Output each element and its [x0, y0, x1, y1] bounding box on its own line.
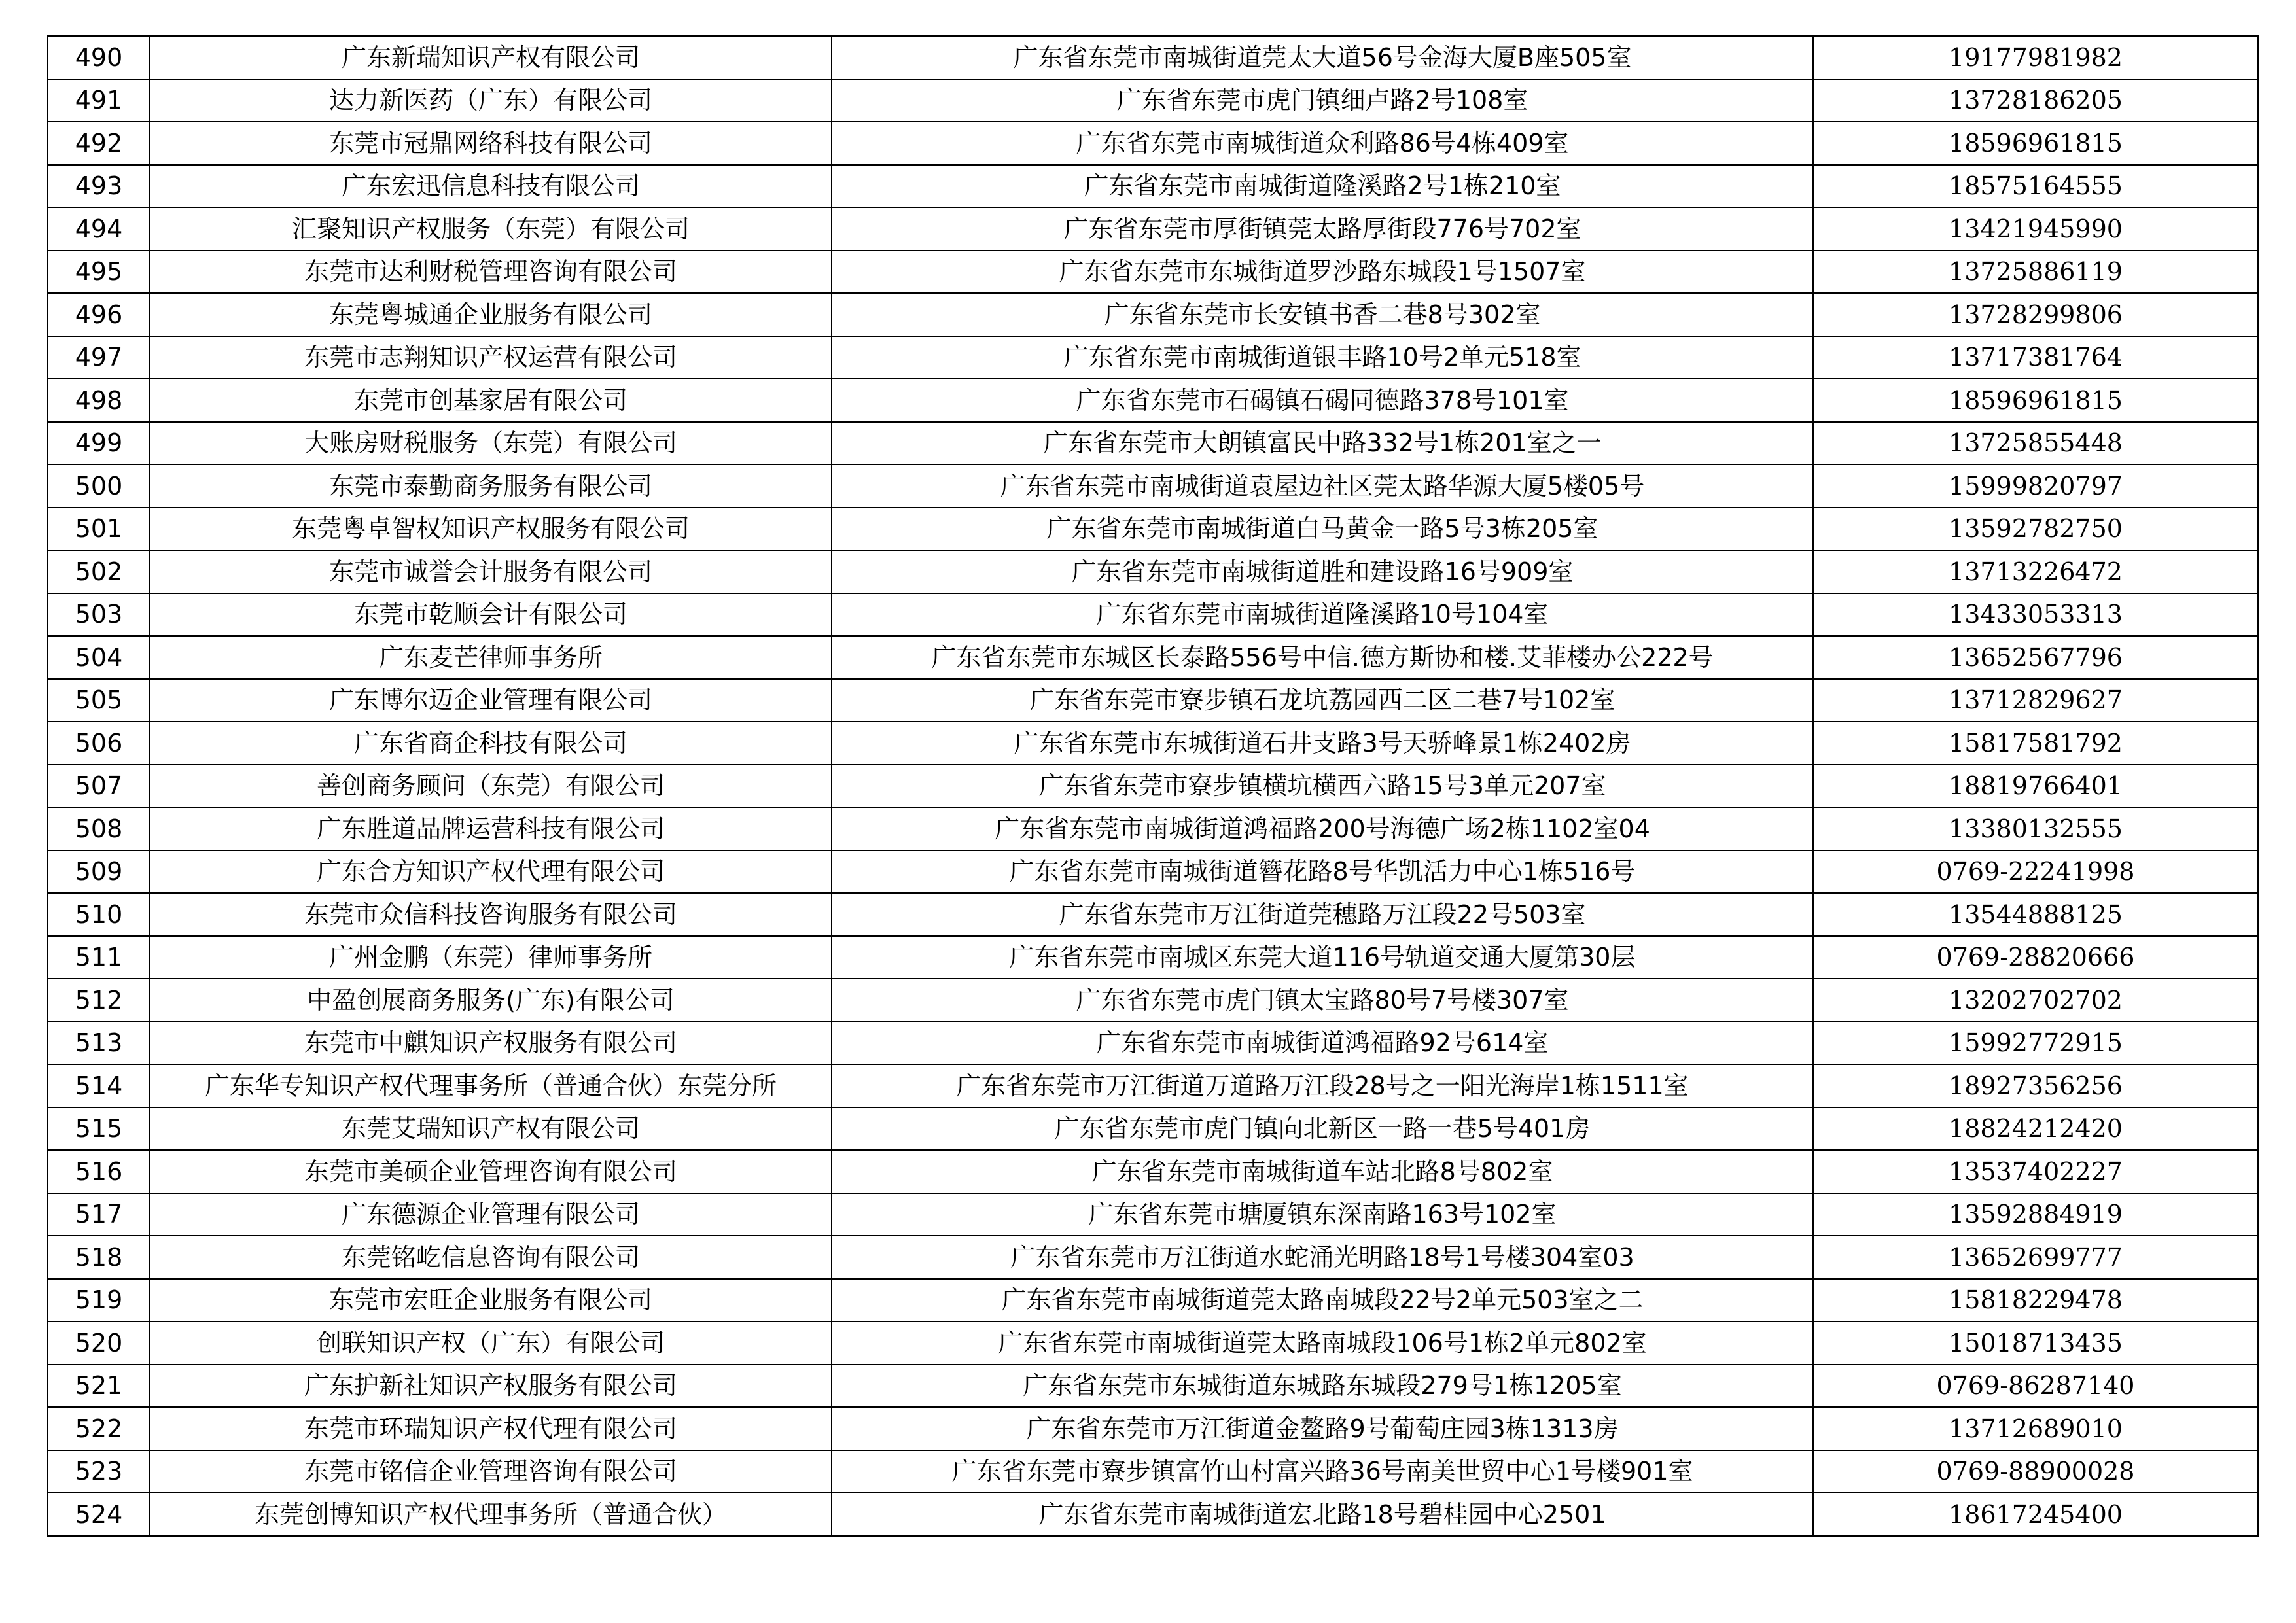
row-number: 507: [48, 765, 150, 808]
company-address: 广东省东莞市南城街道众利路86号4栋409室: [832, 122, 1813, 165]
contact-phone: 13592782750: [1813, 508, 2258, 551]
company-address: 广东省东莞市南城街道胜和建设路16号909室: [832, 550, 1813, 593]
table-row: [48, 508, 2258, 551]
table-row: [48, 464, 2258, 508]
contact-phone: 19177981982: [1813, 36, 2258, 79]
company-address: 广东省东莞市寮步镇富竹山村富兴路36号南美世贸中心1号楼901室: [832, 1450, 1813, 1493]
row-number: 501: [48, 508, 150, 551]
row-number: 518: [48, 1236, 150, 1279]
row-number: 513: [48, 1022, 150, 1065]
contact-phone: 13725855448: [1813, 422, 2258, 465]
company-address: 广东省东莞市南城街道车站北路8号802室: [832, 1150, 1813, 1193]
row-number: 510: [48, 893, 150, 936]
company-address: 广东省东莞市南城街道莞太大道56号金海大厦B座505室: [832, 36, 1813, 79]
company-address: 广东省东莞市南城街道隆溪路10号104室: [832, 593, 1813, 637]
contact-phone: 13202702702: [1813, 979, 2258, 1022]
company-name: 东莞市中麒知识产权服务有限公司: [150, 1022, 832, 1065]
company-address: 广东省东莞市虎门镇向北新区一路一巷5号401房: [832, 1108, 1813, 1151]
contact-phone: 13380132555: [1813, 807, 2258, 850]
company-name: 大账房财税服务（东莞）有限公司: [150, 422, 832, 465]
company-name: 东莞市达利财税管理咨询有限公司: [150, 251, 832, 294]
row-number: 496: [48, 293, 150, 336]
row-number: 497: [48, 336, 150, 379]
company-name: 东莞市众信科技咨询服务有限公司: [150, 893, 832, 936]
company-name: 善创商务顾问（东莞）有限公司: [150, 765, 832, 808]
row-number: 506: [48, 722, 150, 765]
company-address: 广东省东莞市塘厦镇东深南路163号102室: [832, 1193, 1813, 1236]
company-address: 广东省东莞市石碣镇石碣同德路378号101室: [832, 379, 1813, 422]
table-row: [48, 1450, 2258, 1493]
company-address: 广东省东莞市南城街道鸿福路92号614室: [832, 1022, 1813, 1065]
contact-phone: 0769-88900028: [1813, 1450, 2258, 1493]
contact-phone: 13713226472: [1813, 550, 2258, 593]
company-address: 广东省东莞市寮步镇横坑横西六路15号3单元207室: [832, 765, 1813, 808]
row-number: 505: [48, 679, 150, 722]
row-number: 519: [48, 1279, 150, 1322]
company-name: 广州金鹏（东莞）律师事务所: [150, 936, 832, 979]
company-address: 广东省东莞市南城街道白马黄金一路5号3栋205室: [832, 508, 1813, 551]
company-name: 汇聚知识产权服务（东莞）有限公司: [150, 207, 832, 251]
table-row: [48, 636, 2258, 679]
table-row: [48, 550, 2258, 593]
row-number: 521: [48, 1365, 150, 1408]
company-address: 广东省东莞市南城街道袁屋边社区莞太路华源大厦5楼05号: [832, 464, 1813, 508]
company-name: 广东德源企业管理有限公司: [150, 1193, 832, 1236]
contact-phone: 18596961815: [1813, 379, 2258, 422]
company-address: 广东省东莞市虎门镇细卢路2号108室: [832, 79, 1813, 122]
company-name: 广东胜道品牌运营科技有限公司: [150, 807, 832, 850]
contact-phone: 0769-28820666: [1813, 936, 2258, 979]
company-address: 广东省东莞市东城街道东城路东城段279号1栋1205室: [832, 1365, 1813, 1408]
row-number: 509: [48, 850, 150, 894]
company-name: 广东麦芒律师事务所: [150, 636, 832, 679]
company-name: 广东合方知识产权代理有限公司: [150, 850, 832, 894]
row-number: 491: [48, 79, 150, 122]
company-name: 东莞市乾顺会计有限公司: [150, 593, 832, 637]
row-number: 503: [48, 593, 150, 637]
row-number: 495: [48, 251, 150, 294]
row-number: 516: [48, 1150, 150, 1193]
contact-phone: 18824212420: [1813, 1108, 2258, 1151]
row-number: 517: [48, 1193, 150, 1236]
company-address: 广东省东莞市万江街道水蛇涌光明路18号1号楼304室03: [832, 1236, 1813, 1279]
contact-phone: 13433053313: [1813, 593, 2258, 637]
company-address: 广东省东莞市南城街道宏北路18号碧桂园中心2501: [832, 1493, 1813, 1536]
table-body: [48, 36, 2258, 1536]
table-row: [48, 807, 2258, 850]
table-row: [48, 1407, 2258, 1450]
contact-phone: 0769-86287140: [1813, 1365, 2258, 1408]
row-number: 498: [48, 379, 150, 422]
contact-phone: 13652699777: [1813, 1236, 2258, 1279]
row-number: 504: [48, 636, 150, 679]
table-row: [48, 593, 2258, 637]
company-name: 东莞市环瑞知识产权代理有限公司: [150, 1407, 832, 1450]
table-row: [48, 936, 2258, 979]
company-address: 广东省东莞市寮步镇石龙坑荔园西二区二巷7号102室: [832, 679, 1813, 722]
contact-phone: 15817581792: [1813, 722, 2258, 765]
company-name: 东莞粤城通企业服务有限公司: [150, 293, 832, 336]
table-row: [48, 1236, 2258, 1279]
company-name: 东莞市美硕企业管理咨询有限公司: [150, 1150, 832, 1193]
table-row: [48, 293, 2258, 336]
company-name: 中盈创展商务服务(广东)有限公司: [150, 979, 832, 1022]
table-row: [48, 979, 2258, 1022]
table-row: [48, 1493, 2258, 1536]
table-row: [48, 379, 2258, 422]
table-row: [48, 122, 2258, 165]
company-name: 东莞市诚誉会计服务有限公司: [150, 550, 832, 593]
table-row: [48, 79, 2258, 122]
table-row: [48, 165, 2258, 208]
table-row: [48, 850, 2258, 894]
contact-phone: 13728186205: [1813, 79, 2258, 122]
company-name: 达力新医药（广东）有限公司: [150, 79, 832, 122]
company-address: 广东省东莞市南城街道莞太路南城段22号2单元503室之二: [832, 1279, 1813, 1322]
table-row: [48, 207, 2258, 251]
table-row: [48, 36, 2258, 79]
contact-phone: 13592884919: [1813, 1193, 2258, 1236]
contact-phone: 13544888125: [1813, 893, 2258, 936]
company-address: 广东省东莞市南城街道莞太路南城段106号1栋2单元802室: [832, 1321, 1813, 1365]
table-row: [48, 1321, 2258, 1365]
company-address: 广东省东莞市南城街道银丰路10号2单元518室: [832, 336, 1813, 379]
contact-phone: 13725886119: [1813, 251, 2258, 294]
row-number: 511: [48, 936, 150, 979]
row-number: 523: [48, 1450, 150, 1493]
table-row: [48, 1279, 2258, 1322]
company-address: 广东省东莞市万江街道莞穗路万江段22号503室: [832, 893, 1813, 936]
contact-phone: 13717381764: [1813, 336, 2258, 379]
company-name: 广东护新社知识产权服务有限公司: [150, 1365, 832, 1408]
company-address: 广东省东莞市东城街道石井支路3号天骄峰景1栋2402房: [832, 722, 1813, 765]
contact-phone: 13728299806: [1813, 293, 2258, 336]
table-row: [48, 679, 2258, 722]
company-name: 东莞市冠鼎网络科技有限公司: [150, 122, 832, 165]
company-address: 广东省东莞市大朗镇富民中路332号1栋201室之一: [832, 422, 1813, 465]
company-name: 广东博尔迈企业管理有限公司: [150, 679, 832, 722]
row-number: 493: [48, 165, 150, 208]
company-address: 广东省东莞市南城街道鸿福路200号海德广场2栋1102室04: [832, 807, 1813, 850]
row-number: 522: [48, 1407, 150, 1450]
company-name: 东莞市志翔知识产权运营有限公司: [150, 336, 832, 379]
table-row: [48, 336, 2258, 379]
row-number: 508: [48, 807, 150, 850]
company-name: 东莞创博知识产权代理事务所（普通合伙）: [150, 1493, 832, 1536]
company-name: 东莞市创基家居有限公司: [150, 379, 832, 422]
table-row: [48, 251, 2258, 294]
contact-phone: 13537402227: [1813, 1150, 2258, 1193]
company-address: 广东省东莞市厚街镇莞太路厚街段776号702室: [832, 207, 1813, 251]
table-row: [48, 1193, 2258, 1236]
row-number: 494: [48, 207, 150, 251]
row-number: 514: [48, 1064, 150, 1108]
company-address: 广东省东莞市长安镇书香二巷8号302室: [832, 293, 1813, 336]
table-row: [48, 893, 2258, 936]
company-name: 广东宏迅信息科技有限公司: [150, 165, 832, 208]
table-row: [48, 1064, 2258, 1108]
contact-phone: 18927356256: [1813, 1064, 2258, 1108]
row-number: 499: [48, 422, 150, 465]
row-number: 515: [48, 1108, 150, 1151]
company-address: 广东省东莞市南城区东莞大道116号轨道交通大厦第30层: [832, 936, 1813, 979]
row-number: 500: [48, 464, 150, 508]
table-row: [48, 1365, 2258, 1408]
company-name: 东莞市宏旺企业服务有限公司: [150, 1279, 832, 1322]
table-row: [48, 422, 2258, 465]
contact-phone: 13712689010: [1813, 1407, 2258, 1450]
company-address: 广东省东莞市东城街道罗沙路东城段1号1507室: [832, 251, 1813, 294]
contact-phone: 15018713435: [1813, 1321, 2258, 1365]
contact-phone: 13652567796: [1813, 636, 2258, 679]
company-name: 东莞铭屹信息咨询有限公司: [150, 1236, 832, 1279]
company-name: 广东华专知识产权代理事务所（普通合伙）东莞分所: [150, 1064, 832, 1108]
company-address: 广东省东莞市万江街道万道路万江段28号之一阳光海岸1栋1511室: [832, 1064, 1813, 1108]
company-name: 创联知识产权（广东）有限公司: [150, 1321, 832, 1365]
company-name: 东莞市铭信企业管理咨询有限公司: [150, 1450, 832, 1493]
table-row: [48, 1022, 2258, 1065]
company-address: 广东省东莞市南城街道隆溪路2号1栋210室: [832, 165, 1813, 208]
row-number: 520: [48, 1321, 150, 1365]
company-name: 广东省商企科技有限公司: [150, 722, 832, 765]
contact-phone: 18819766401: [1813, 765, 2258, 808]
table-row: [48, 722, 2258, 765]
table-row: [48, 1150, 2258, 1193]
company-name: 东莞粤卓智权知识产权服务有限公司: [150, 508, 832, 551]
row-number: 490: [48, 36, 150, 79]
row-number: 524: [48, 1493, 150, 1536]
row-number: 502: [48, 550, 150, 593]
company-address: 广东省东莞市万江街道金鳌路9号葡萄庄园3栋1313房: [832, 1407, 1813, 1450]
company-name: 广东新瑞知识产权有限公司: [150, 36, 832, 79]
contact-phone: 13712829627: [1813, 679, 2258, 722]
table-row: [48, 765, 2258, 808]
contact-phone: 0769-22241998: [1813, 850, 2258, 894]
company-address: 广东省东莞市南城街道簪花路8号华凯活力中心1栋516号: [832, 850, 1813, 894]
company-name: 东莞市泰勤商务服务有限公司: [150, 464, 832, 508]
contact-phone: 15992772915: [1813, 1022, 2258, 1065]
table-row: [48, 1108, 2258, 1151]
contact-phone: 18617245400: [1813, 1493, 2258, 1536]
contact-phone: 15818229478: [1813, 1279, 2258, 1322]
company-address: 广东省东莞市虎门镇太宝路80号7号楼307室: [832, 979, 1813, 1022]
agency-table: [47, 35, 2259, 1537]
contact-phone: 15999820797: [1813, 464, 2258, 508]
company-name: 东莞艾瑞知识产权有限公司: [150, 1108, 832, 1151]
contact-phone: 13421945990: [1813, 207, 2258, 251]
company-address: 广东省东莞市东城区长泰路556号中信.德方斯协和楼.艾菲楼办公222号: [832, 636, 1813, 679]
contact-phone: 18575164555: [1813, 165, 2258, 208]
row-number: 492: [48, 122, 150, 165]
row-number: 512: [48, 979, 150, 1022]
contact-phone: 18596961815: [1813, 122, 2258, 165]
